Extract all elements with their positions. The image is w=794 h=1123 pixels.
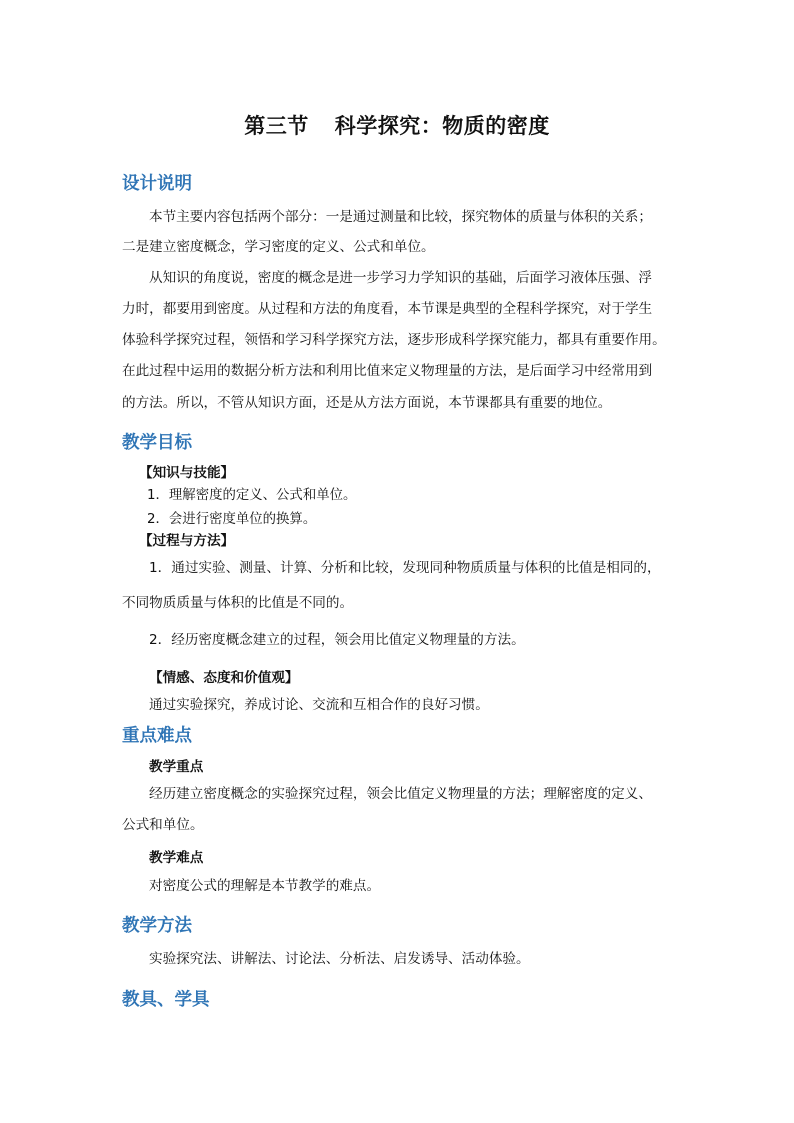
design-paragraph-1-line-2: 二是建立密度概念，学习密度的定义、公式和单位。 — [122, 239, 435, 255]
knowledge-item-1: 1．理解密度的定义、公式和单位。 — [147, 488, 357, 503]
section-heading-tools: 教具、学具 — [122, 990, 210, 1010]
focus-line-2: 公式和单位。 — [122, 817, 204, 833]
emotion-text: 通过实验探究，养成讨论、交流和互相合作的良好习惯。 — [149, 697, 489, 713]
emotion-label: 【情感、态度和价值观】 — [149, 670, 299, 686]
chapter-name: 科学探究：物质的密度 — [334, 113, 550, 138]
methods-text: 实验探究法、讲解法、讨论法、分析法、启发诱导、活动体验。 — [149, 951, 530, 967]
section-heading-design: 设计说明 — [122, 174, 192, 194]
process-item-1-line-2: 不同物质质量与体积的比值是不同的。 — [122, 595, 354, 611]
section-heading-methods: 教学方法 — [122, 916, 192, 936]
design-paragraph-2-line-2: 力时，都要用到密度。从过程和方法的角度看，本节课是典型的全程科学探究，对于学生 — [122, 301, 653, 317]
design-paragraph-2-line-3: 体验科学探究过程，领悟和学习科学探究方法，逐步形成科学探究能力，都具有重要作用。 — [122, 332, 666, 348]
process-item-1-line-1: 1．通过实验、测量、计算、分析和比较，发现同种物质质量与体积的比值是相同的， — [149, 560, 661, 576]
design-paragraph-2-line-4: 在此过程中运用的数据分析方法和利用比值来定义物理量的方法，是后面学习中经常用到 — [122, 363, 653, 379]
process-label: 【过程与方法】 — [139, 533, 235, 549]
knowledge-item-2: 2．会进行密度单位的换算。 — [147, 512, 317, 527]
knowledge-label: 【知识与技能】 — [139, 465, 235, 481]
focus-line-1: 经历建立密度概念的实验探究过程，领会比值定义物理量的方法；理解密度的定义、 — [149, 786, 652, 802]
design-paragraph-2-line-1: 从知识的角度说，密度的概念是进一步学习力学知识的基础，后面学习液体压强、浮 — [149, 270, 652, 286]
section-heading-goals: 教学目标 — [122, 433, 192, 453]
difficulty-label: 教学难点 — [149, 850, 204, 866]
page-title — [0, 110, 794, 140]
process-item-2: 2．经历密度概念建立的过程，领会用比值定义物理量的方法。 — [149, 632, 525, 648]
design-paragraph-1-line-1: 本节主要内容包括两个部分：一是通过测量和比较，探究物体的质量与体积的关系； — [149, 209, 652, 225]
section-heading-keypoints: 重点难点 — [122, 726, 192, 746]
chapter-number: 第三节 — [244, 113, 309, 138]
difficulty-text: 对密度公式的理解是本节教学的难点。 — [149, 878, 381, 894]
focus-label: 教学重点 — [149, 759, 204, 775]
design-paragraph-2-line-5: 的方法。所以，不管从知识方面，还是从方法方面说，本节课都具有重要的地位。 — [122, 395, 612, 411]
